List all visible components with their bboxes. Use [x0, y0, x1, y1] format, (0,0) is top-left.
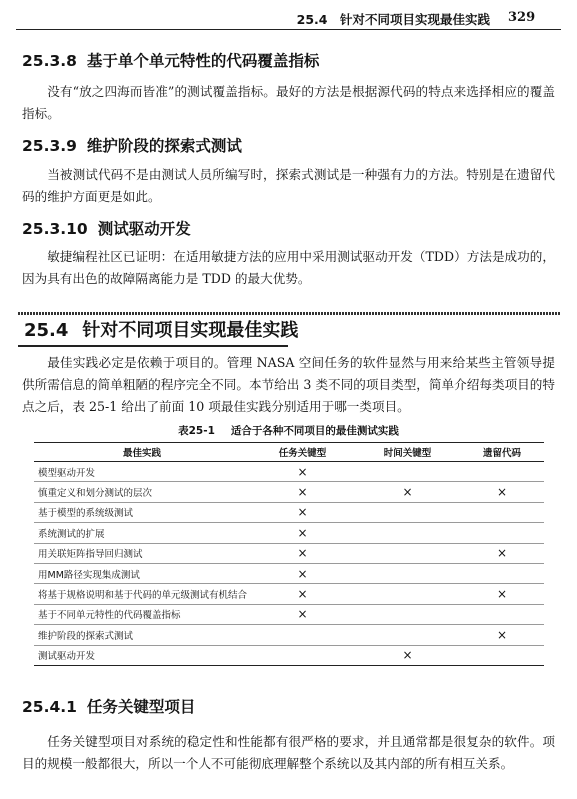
section-title: 基于单个单元特性的代码覆盖指标	[86, 52, 320, 70]
mark-cell-legacy-code	[460, 543, 544, 563]
mark-cell-legacy-code	[460, 523, 544, 543]
section-number: 25.3.9	[22, 137, 77, 155]
table-row	[34, 563, 544, 583]
practice-cell: 将基于规格说明和基于代码的单元级测试有机结合	[34, 584, 250, 604]
mark-cell-mission-critical	[250, 502, 355, 522]
column-header-practice: 最佳实践	[34, 443, 250, 462]
heading-underline	[18, 345, 288, 347]
section-heading-25-3-10	[22, 217, 191, 239]
table-body	[34, 462, 544, 666]
section-heading-25-3-8	[22, 49, 319, 71]
x-mark: ×	[297, 485, 308, 500]
mark-cell-mission-critical	[250, 523, 355, 543]
chapter-section-heading	[18, 312, 561, 348]
subsection-title: 任务关键型项目	[86, 698, 196, 716]
mark-cell-time-critical	[355, 482, 460, 502]
x-mark: ×	[496, 546, 508, 561]
practice-cell: 用关联矩阵指导回归测试	[34, 543, 250, 563]
table-row	[34, 482, 544, 502]
practice-cell: 维护阶段的探索式测试	[34, 625, 250, 645]
x-mark: ×	[496, 587, 508, 602]
x-mark: ×	[297, 587, 308, 602]
section-number: 25.3.8	[22, 52, 77, 70]
x-mark: ×	[297, 505, 308, 520]
x-mark: ×	[402, 485, 413, 500]
table-caption-number: 表25-1	[178, 425, 215, 437]
table-row	[34, 584, 544, 604]
mark-cell-mission-critical	[250, 645, 355, 665]
running-header-title: 25.4 针对不同项目实现最佳实践	[296, 12, 490, 27]
practice-cell: 基于不同单元特性的代码覆盖指标	[34, 604, 250, 624]
practice-cell: 系统测试的扩展	[34, 523, 250, 543]
table-row	[34, 462, 544, 482]
column-header-time-critical: 时间关键型	[355, 443, 460, 462]
table-row	[34, 543, 544, 563]
table-row	[34, 523, 544, 543]
section-number: 25.3.10	[22, 220, 88, 238]
section-paragraph-25-3-10: 敏捷编程社区已证明：在适用敏捷方法的应用中采用测试驱动开发（TDD）方法是成功的，因为具有出色的故障隔离能力是 TDD 的最大优势。	[22, 249, 555, 286]
x-mark: ×	[297, 525, 308, 540]
table-caption-title: 适合于各种不同项目的最佳测试实践	[230, 425, 399, 437]
chapter-section-paragraph: 最佳实践必定是依赖于项目的。管理 NASA 空间任务的软件显然与用来给某些主管领导提供所需信息的简单粗陋的程序完全不同。本节给出 3 类不同的项目类型，简单介绍每类项目的特点之后，表 25-1 给出了前面 10 项最佳实践分别适用于哪一类项目。	[22, 355, 555, 414]
section-paragraph-25-3-8: 没有“放之四海而皆准”的测试覆盖指标。最好的方法是根据源代码的特点来选择相应的覆盖指标。	[22, 84, 555, 121]
x-mark: ×	[496, 485, 508, 500]
x-mark: ×	[297, 607, 308, 622]
subsection-paragraph: 任务关键型项目对系统的稳定性和性能都有很严格的要求，并且通常都是很复杂的软件。项目的规模一般都很大，所以一个人不可能彻底理解整个系统以及其内部的所有相互关系。	[22, 734, 555, 771]
mark-cell-mission-critical	[250, 625, 355, 645]
x-mark: ×	[496, 627, 508, 642]
practice-cell: 基于模型的系统级测试	[34, 502, 250, 522]
mark-cell-legacy-code	[460, 625, 544, 645]
mark-cell-time-critical	[355, 563, 460, 583]
mark-cell-time-critical	[355, 625, 460, 645]
x-mark: ×	[297, 546, 308, 561]
subsection-heading-25-4-1	[22, 695, 195, 717]
mark-cell-mission-critical	[250, 604, 355, 624]
mark-cell-time-critical	[355, 543, 460, 563]
practice-cell: 测试驱动开发	[34, 645, 250, 665]
mark-cell-time-critical	[355, 604, 460, 624]
table-caption	[0, 423, 577, 438]
mark-cell-legacy-code	[460, 462, 544, 482]
mark-cell-mission-critical	[250, 482, 355, 502]
section-paragraph-25-3-9: 当被测试代码不是由测试人员所编写时，探索式测试是一种强有力的方法。特别是在遗留代码的维护方面更是如此。	[22, 167, 555, 204]
x-mark: ×	[402, 648, 413, 663]
x-mark: ×	[297, 566, 308, 581]
mark-cell-legacy-code	[460, 563, 544, 583]
subsection-number: 25.4.1	[22, 698, 77, 716]
mark-cell-mission-critical	[250, 563, 355, 583]
mark-cell-time-critical	[355, 645, 460, 665]
running-header	[0, 0, 577, 34]
column-header-mission-critical: 任务关键型	[250, 443, 355, 462]
mark-cell-legacy-code	[460, 482, 544, 502]
mark-cell-mission-critical	[250, 584, 355, 604]
table-row	[34, 625, 544, 645]
mark-cell-time-critical	[355, 523, 460, 543]
section-title: 测试驱动开发	[97, 220, 191, 238]
mark-cell-legacy-code	[460, 584, 544, 604]
practice-cell: 模型驱动开发	[34, 462, 250, 482]
mark-cell-time-critical	[355, 584, 460, 604]
section-heading-25-3-9	[22, 134, 242, 156]
column-header-legacy-code: 遗留代码	[460, 443, 544, 462]
table-row	[34, 645, 544, 665]
practice-cell: 慎重定义和划分测试的层次	[34, 482, 250, 502]
mark-cell-legacy-code	[460, 645, 544, 665]
mark-cell-mission-critical	[250, 462, 355, 482]
page-number: 329	[508, 10, 536, 25]
mark-cell-legacy-code	[460, 604, 544, 624]
mark-cell-legacy-code	[460, 502, 544, 522]
heading-dotted-rule	[18, 312, 561, 315]
chapter-section-title-text: 针对不同项目实现最佳实践	[82, 320, 299, 341]
table-row	[34, 502, 544, 522]
mark-cell-time-critical	[355, 462, 460, 482]
header-rule	[16, 29, 561, 30]
best-practices-table	[34, 442, 544, 666]
mark-cell-mission-critical	[250, 543, 355, 563]
x-mark: ×	[297, 464, 308, 479]
chapter-section-number: 25.4	[24, 320, 69, 341]
table-header-row	[34, 443, 544, 462]
chapter-section-title	[24, 316, 298, 342]
practice-cell: 用MM路径实现集成测试	[34, 563, 250, 583]
table-row	[34, 604, 544, 624]
section-title: 维护阶段的探索式测试	[86, 137, 242, 155]
mark-cell-time-critical	[355, 502, 460, 522]
